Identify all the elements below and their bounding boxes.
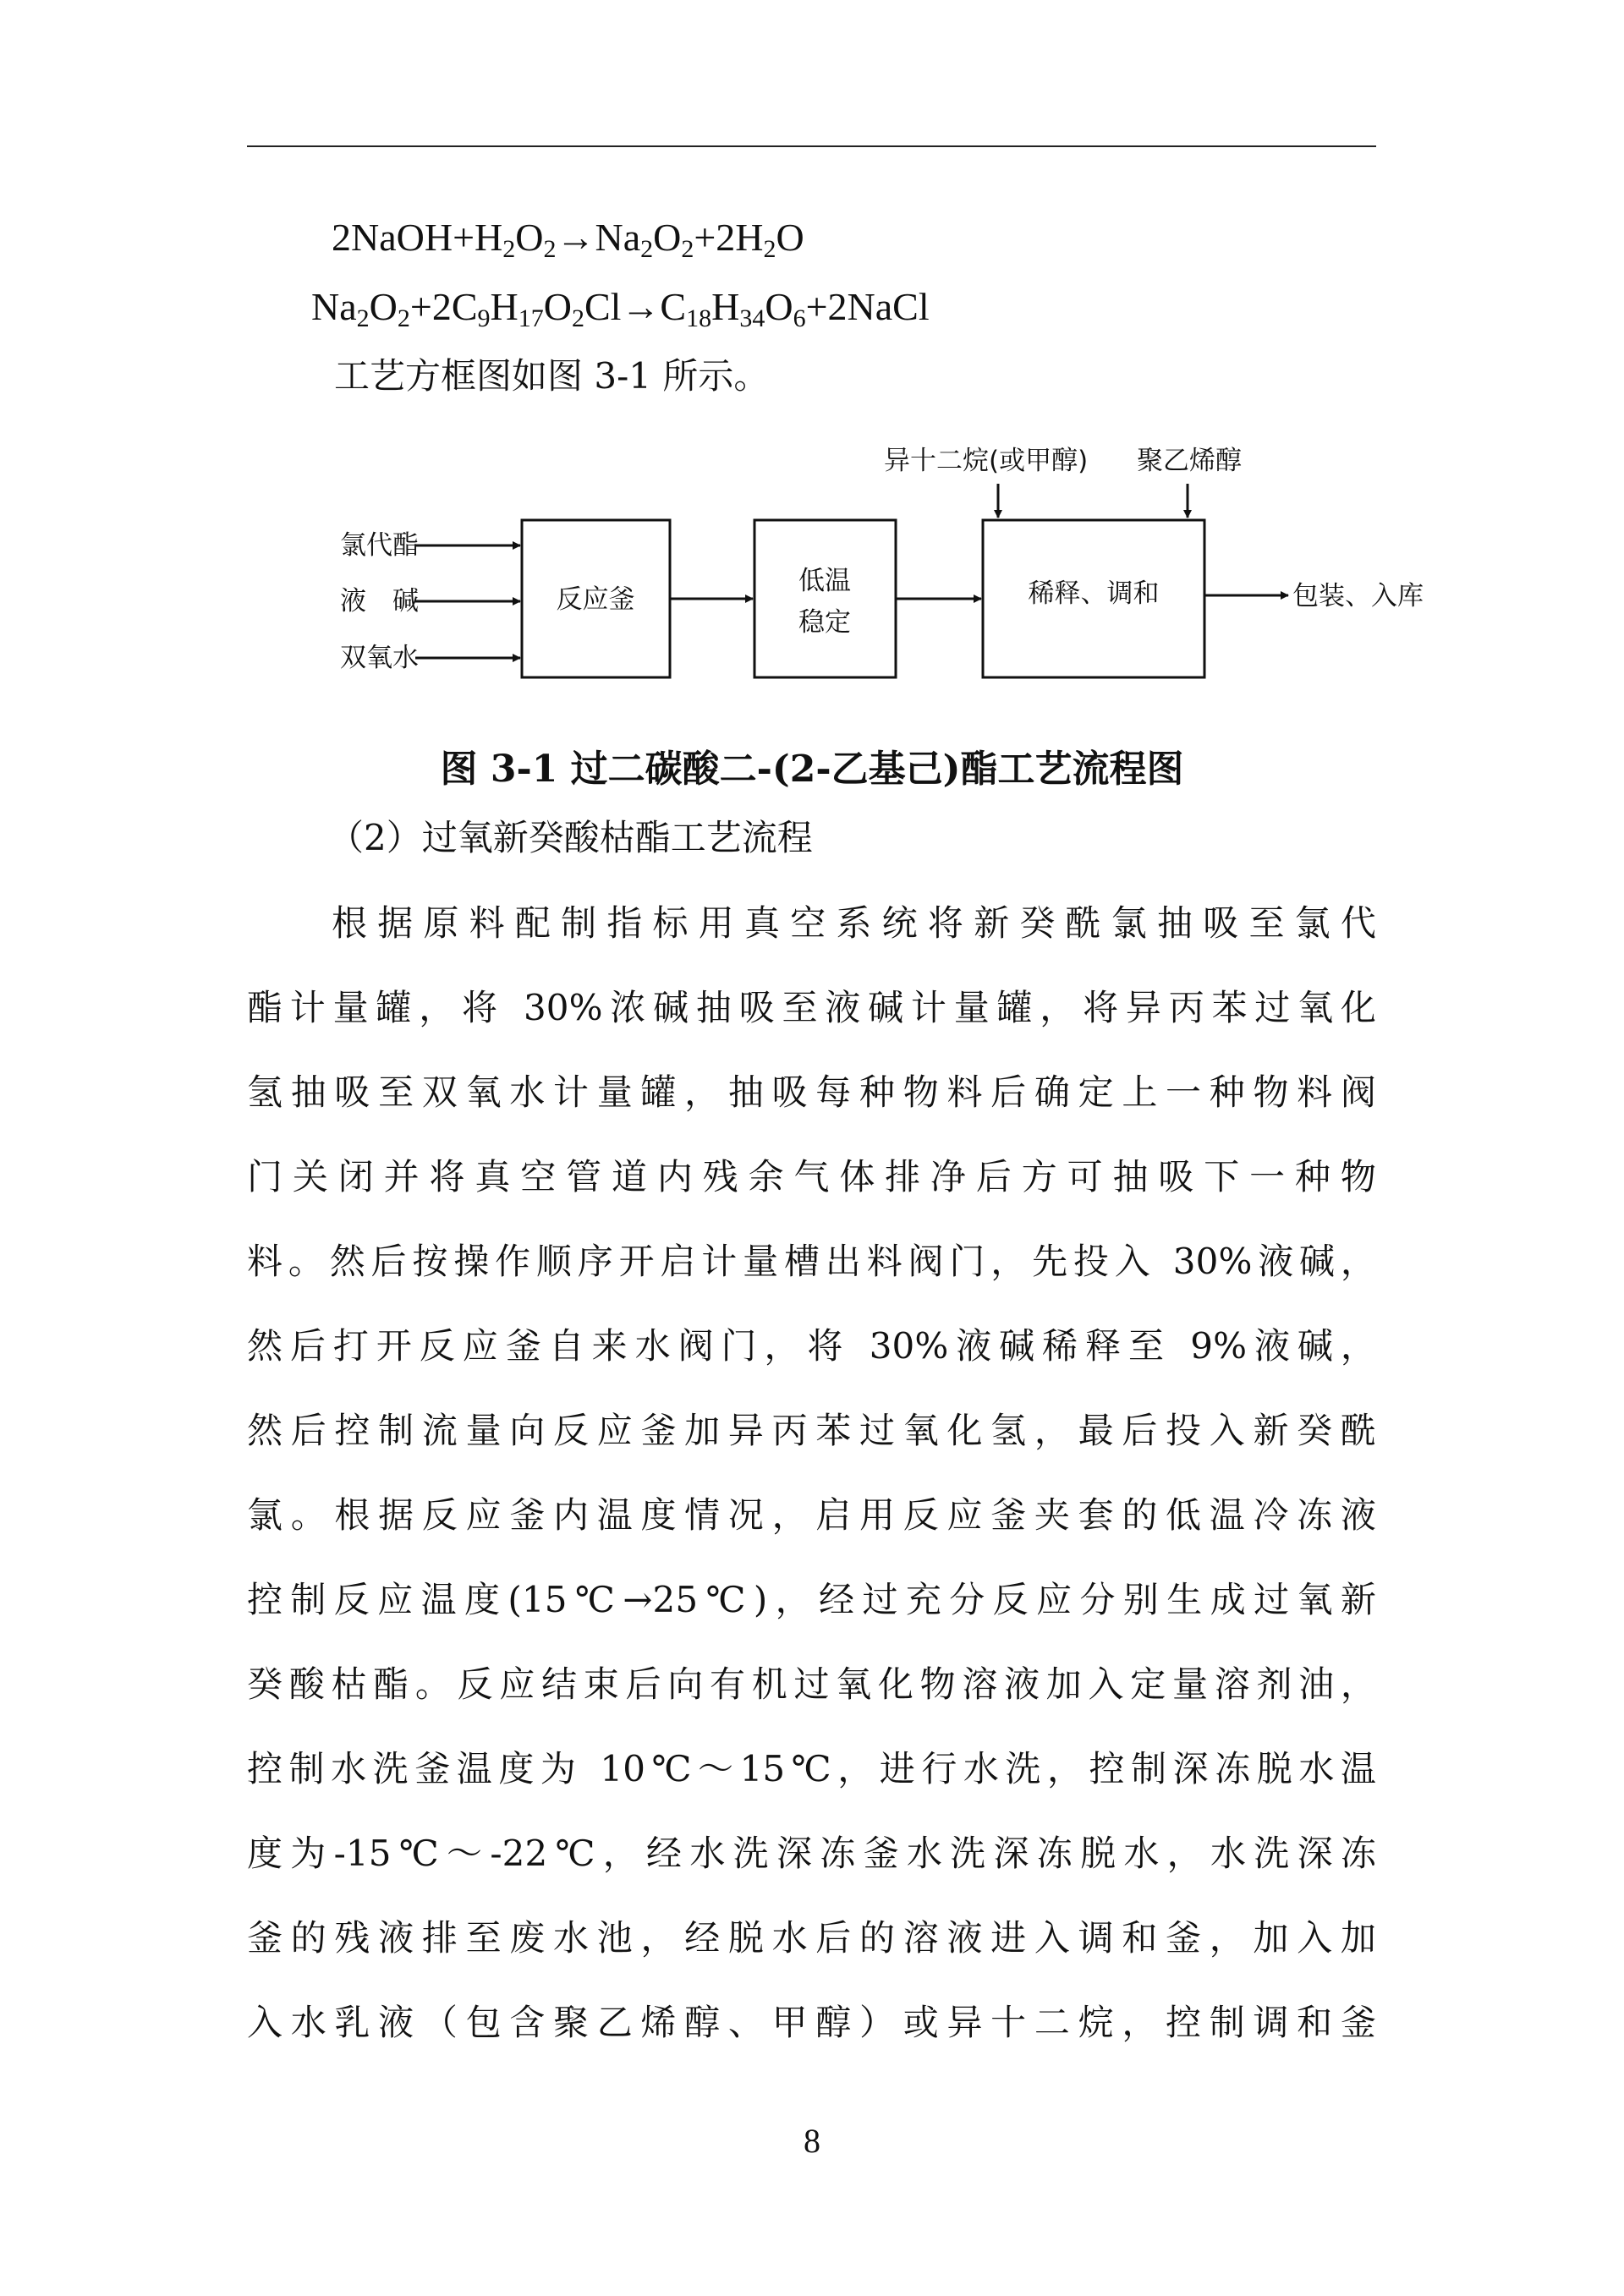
box-lowtemp-label-1: 低温 [798, 566, 851, 596]
intro-line: 工艺方框图如图 3-1 所示。 [334, 355, 770, 397]
paragraph-line: 癸酸枯酯。反应结束后向有机过氧化物溶液加入定量溶剂油， [247, 1663, 1376, 1705]
section-heading: （2）过氧新癸酸枯酯工艺流程 [328, 817, 813, 858]
paragraph-line: 釜的残液排至废水池，经脱水后的溶液进入调和釜，加入加 [247, 1917, 1376, 1959]
equation-1: $2NaOH+H_2O_2\to Na_2O_2+2H_2O$ [332, 216, 804, 263]
paragraph-line: 然后打开反应釜自来水阀门，将 30%液碱稀释至 9%液碱， [247, 1325, 1376, 1367]
paragraph-line: 酯计量罐，将 30%浓碱抽吸至液碱计量罐，将异丙苯过氧化 [247, 987, 1376, 1028]
page-number: 8 [804, 2122, 820, 2160]
paragraph-line: 然后控制流量向反应釜加异丙苯过氧化氢，最后投入新癸酰 [247, 1410, 1376, 1451]
process-flowchart [0, 0, 1624, 736]
input-label-chloroester: 氯代酯 [340, 530, 419, 561]
paragraph-line: 入水乳液（包含聚乙烯醇、甲醇）或异十二烷，控制调和釜 [247, 2002, 1376, 2043]
output-label: 包装、入库 [1292, 581, 1424, 611]
paragraph-line: 控制水洗釜温度为 10℃～15℃，进行水洗，控制深冻脱水温 [247, 1748, 1376, 1789]
input-label-lye: 液 碱 [340, 586, 419, 616]
paragraph-line: 根据原料配制指标用真空系统将新癸酰氯抽吸至氯代 [332, 902, 1376, 944]
paragraph-line: 氯。根据反应釜内温度情况，启用反应釜夹套的低温冷冻液 [247, 1494, 1376, 1536]
box-reactor-label: 反应釜 [556, 584, 635, 615]
feed-label-pva: 聚乙烯醇 [1137, 446, 1242, 476]
paragraph-line: 控制反应温度(15℃→25℃)，经过充分反应分别生成过氧新 [247, 1579, 1376, 1620]
feed-label-isododecane: 异十二烷(或甲醇) [884, 446, 1089, 476]
paragraph-line: 门关闭并将真空管道内残余气体排净后方可抽吸下一种物 [247, 1156, 1376, 1197]
figure-caption: 图 3-1 过二碳酸二-(2-乙基己)酯工艺流程图 [440, 748, 1184, 791]
box-lowtemp [754, 520, 896, 677]
paragraph-line: 料。然后按操作顺序开启计量槽出料阀门，先投入 30%液碱， [247, 1241, 1376, 1282]
equation-2: $Na_2O_2+2C_9H_{17}O_2Cl\to C_{18}H_{34}O_6+2NaCl$ [311, 285, 930, 332]
paragraph-line: 氢抽吸至双氧水计量罐，抽吸每种物料后确定上一种物料阀 [247, 1071, 1376, 1113]
box-dilute-label: 稀释、调和 [1028, 578, 1160, 609]
paragraph-line: 度为-15℃～-22℃，经水洗深冻釜水洗深冻脱水，水洗深冻 [247, 1833, 1376, 1874]
box-lowtemp-label-2: 稳定 [798, 607, 851, 638]
input-label-hydrogen-peroxide: 双氧水 [340, 643, 419, 673]
